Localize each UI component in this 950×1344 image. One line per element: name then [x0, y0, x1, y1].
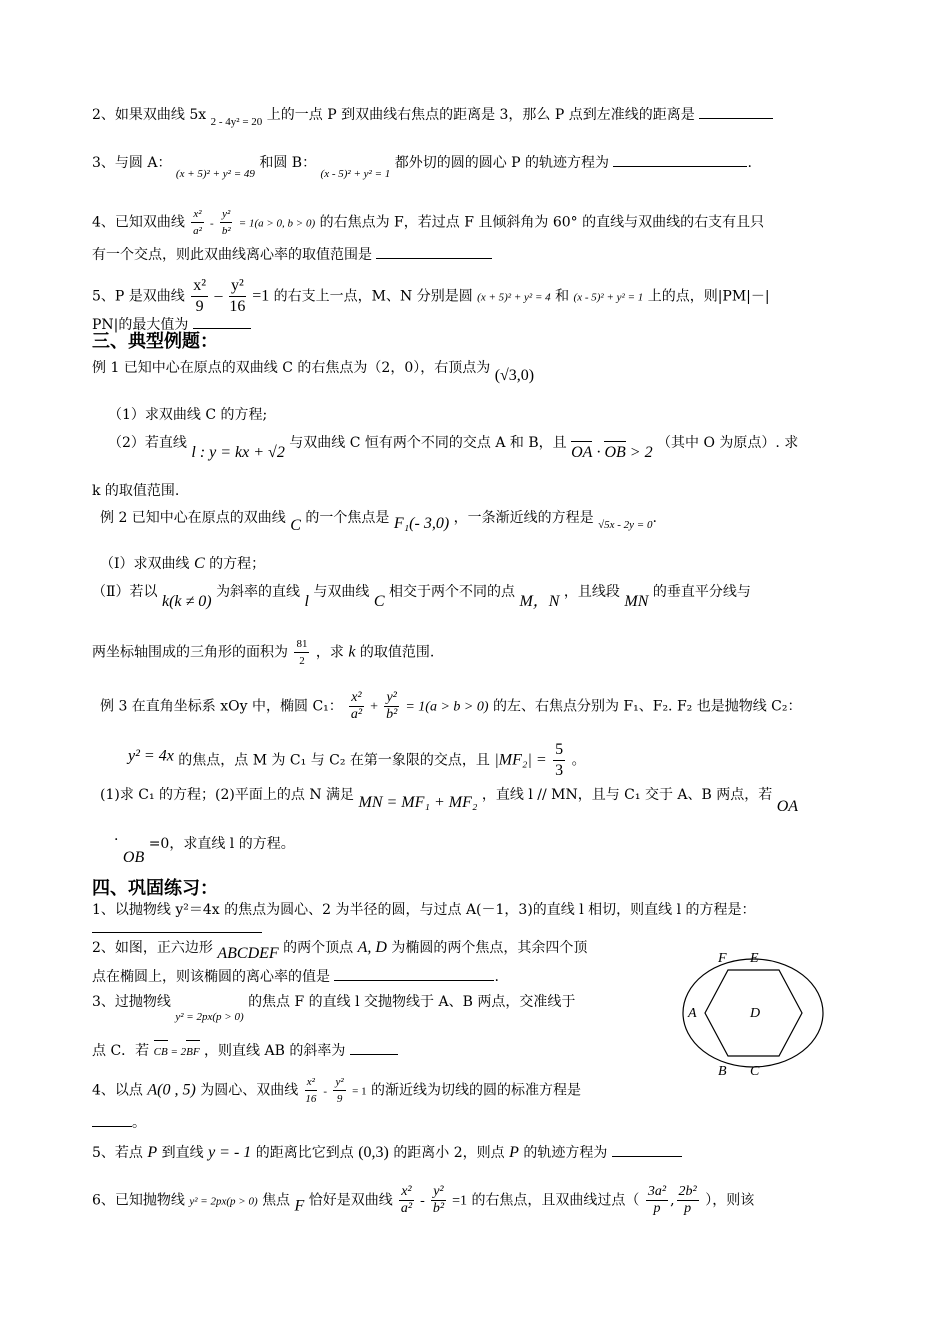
ex1-q2-mid: 与双曲线 C 恒有两个不同的交点 A 和 B，且: [289, 435, 567, 451]
p6-mid1: 焦点: [262, 1192, 291, 1209]
p3-post: 的焦点 F 的直线 l 交抛物线于 A、B 两点，交准线于: [248, 994, 576, 1010]
practice-2-line2: 点在椭圆上，则该椭圆的离心率的值是 .: [92, 966, 499, 987]
ex2-line3: 两坐标轴围成的三角形的面积为 $\frac{81}{2}$ ，求 k 的取值范围.: [92, 638, 435, 667]
q2-text: 2、如果双曲线 5x: [92, 107, 207, 123]
ex1-q2-pre: （2）若直线: [108, 435, 187, 451]
fraction-x2-a2: $\frac{\text{x²}}{\text{a²}}$: [400, 1184, 413, 1216]
ex2-mid: 的一个焦点是: [305, 510, 390, 526]
fraction-3a2-p: $\frac{\text{3a²}}{p}$: [647, 1184, 667, 1216]
q5-circle2: (x - 5)² + y² = 1: [573, 291, 644, 304]
example-3: 例 3 在直角坐标系 xOy 中，椭圆 C₁： $\frac{\text{x²}}{\text{a²}}$ + $\frac{\text{y²}}{\text{b²}}$ = 1(a > b > 0) 的左、右焦点分别为 F₁、F₂. F₂ 也是抛物线 C₂：: [100, 690, 802, 722]
answer-blank[interactable]: [350, 1040, 398, 1055]
ex2-asymptote: √5x - 2y = 0: [598, 519, 653, 531]
ex2-C: C: [193, 555, 205, 572]
label-E: E: [750, 951, 759, 966]
p3-line2-pre: 点 C．若: [92, 1043, 150, 1059]
p5-mid1: 到直线: [161, 1145, 204, 1161]
circle-b-equation: (x - 5)² + y² = 1: [320, 168, 391, 180]
ex2-MN: M，N: [519, 593, 560, 610]
practice-4-line2: [92, 1112, 146, 1133]
p4-mid: 为圆心、双曲线: [200, 1082, 299, 1099]
q4-condition: = 1(a > 0, b > 0): [238, 217, 316, 230]
ellipse-hexagon-figure: [676, 944, 836, 1084]
section-4-title: 四、巩固练习：: [92, 878, 218, 899]
ex2-MN2: MN: [624, 593, 649, 610]
q3-mid: 和圆 B：: [259, 155, 317, 171]
p6-equation: y² = 2px(p > 0): [189, 1195, 258, 1208]
p2-pre: 2、如图，正六边形: [92, 940, 213, 956]
p2-mid: 的两个顶点: [283, 940, 354, 956]
answer-blank[interactable]: [376, 244, 492, 259]
ex1-q1: （1）求双曲线 C 的方程;: [108, 407, 268, 423]
ex3-line3-post: ，直线 l // MN，且与 C₁ 交于 A、B 两点，若: [481, 787, 773, 803]
label-C: C: [750, 1064, 760, 1079]
ex2-C: C: [373, 593, 385, 610]
fraction-y2-16: $\frac{\text{y²}}{16}$: [229, 277, 246, 315]
answer-blank[interactable]: [193, 314, 251, 329]
problem-3: 3、与圆 A： $_{(x + 5)^2 + y^2 = 49}$ 和圆 B： $_{(x - 5)^2 + y^2 = 1}$ 都外切的圆的圆心 P 的轨迹方程为 .: [92, 152, 752, 184]
ex1-q2-line2: k 的取值范围.: [92, 483, 180, 499]
fraction-x2-a2: $\frac{\text{x²}}{\text{a²}}$: [193, 208, 202, 237]
p5-P: P: [147, 1144, 158, 1161]
p4-point: A(0 , 5): [147, 1081, 196, 1099]
q3-post: 都外切的圆的圆心 P 的轨迹方程为: [394, 155, 610, 171]
ex2-II-post: 的垂直平分线与: [652, 584, 751, 600]
answer-blank[interactable]: [699, 104, 773, 119]
problem-2: [92, 104, 773, 132]
ex2-part-I: [100, 554, 265, 574]
ex2-line3-post: 的取值范围.: [359, 644, 435, 661]
ex3-line3: [100, 785, 798, 817]
fraction-81-2: [294, 636, 309, 669]
mf-den: 3: [555, 762, 564, 779]
ex1-vertex: (√3,0): [494, 367, 535, 384]
ex3-line2: [128, 740, 586, 781]
ex1-dot-product: OA · OB > 2: [571, 444, 653, 461]
ex3-line3-pre: (1)求 C₁ 的方程；(2)平面上的点 N 满足: [100, 787, 355, 803]
ex2-focus: F₁(- 3,0): [393, 515, 450, 532]
ex3-OB: OB: [122, 849, 145, 866]
ex3-line4-text: =0，求直线 l 的方程。: [148, 836, 295, 852]
ex3-vector-eq: MN = MF₁ + MF₂: [358, 794, 478, 811]
answer-blank[interactable]: [613, 152, 747, 167]
label-D: D: [750, 1006, 761, 1021]
ex3-line4: · OB =0，求直线 l 的方程。: [114, 832, 295, 866]
problem-5: 5、P 是双曲线 $\frac{\text{x²}}{9}$ – $\frac{\text{y²}}{16}$ =1 的右支上一点，M、N 分别是圆 (x + 5)² + y² = 4 和 (x - 5)² + y² = 1 上的点，则|PM|－|: [92, 277, 770, 315]
fraction-y2-9: $\frac{\text{y²}}{9}$: [335, 1076, 344, 1105]
ex2-pre: 例 2 已知中心在原点的双曲线: [100, 510, 286, 526]
ex1-line-equation: l : y = kx + √2: [191, 444, 285, 461]
example-2: 例 2 已知中心在原点的双曲线 C 的一个焦点是 F₁(- 3,0) ，一条渐近线的方程是 $_{√5x - 2y = 0}$.: [100, 510, 657, 534]
ex2-II-mid3: 相交于两个不同的点: [389, 584, 515, 600]
fraction-x2-a2: $\frac{\text{x²}}{\text{a²}}$: [350, 690, 363, 722]
ex3-parabola: y² = 4x: [128, 747, 174, 765]
ex2-l: l: [304, 593, 309, 610]
p5-mid3: 的距离小 2，则点: [393, 1145, 505, 1161]
ex3-mf: |MF₂| =: [494, 751, 547, 769]
area-den: 2: [299, 655, 305, 667]
practice-3-line2: [92, 1040, 398, 1062]
ex1-line1: 例 1 已知中心在原点的双曲线 C 的右焦点为（2，0），右顶点为: [92, 360, 491, 376]
q5-text: 5、P 是双曲线: [92, 288, 185, 305]
answer-blank[interactable]: [92, 918, 262, 933]
ex3-OA: OA: [776, 798, 799, 815]
q2-post: 上的一点 P 到双曲线右焦点的距离是 3，那么 P 点到左准线的距离是: [266, 107, 695, 123]
fraction-x2-9: $\frac{\text{x²}}{9}$: [193, 277, 207, 315]
p2-line2: 点在椭圆上，则该椭圆的离心率的值是: [92, 969, 330, 985]
p5-pre: 5、若点: [92, 1145, 143, 1161]
ex1-q2: [108, 433, 798, 463]
q4-post: 的右焦点为 F，若过点 F 且倾斜角为 60° 的直线与双曲线的右支有且只: [319, 214, 765, 231]
p3-pre: 3、过抛物线: [92, 994, 171, 1010]
ex2-II-pre: （Ⅱ）若以: [92, 584, 158, 600]
p4-end: 。: [132, 1115, 146, 1131]
p3-vector: CB = 2BF: [154, 1046, 200, 1058]
p6-mid3: 的右焦点，且双曲线过点（: [471, 1192, 640, 1209]
p5-mid2: 的距离比它到点: [255, 1145, 354, 1161]
q4-text: 4、已知双曲线: [92, 214, 185, 231]
ex3-pre: 例 3 在直角坐标系 xOy 中，椭圆 C₁：: [100, 698, 343, 715]
p2-hexagon: ABCDEF: [217, 945, 279, 962]
practice-4: 4、以点 A(0 , 5) 为圆心、双曲线 $\frac{\text{x²}}{16}$ - $\frac{\text{y²}}{9}$ = 1 的渐近线为切线的圆的标准方程是: [92, 1076, 582, 1105]
q5-and: 和: [555, 288, 570, 305]
example-1: [92, 358, 534, 386]
problem-4: 4、已知双曲线 $\frac{\text{x²}}{\text{a²}}$ - $\frac{\text{y²}}{\text{b²}}$ = 1(a > 0, b > 0) 的右焦点为 F，若过点 F 且倾斜角为 60° 的直线与双曲线的右支有且只: [92, 208, 765, 237]
ex2-II-mid1: 为斜率的直线: [216, 584, 301, 600]
area-num: 81: [294, 636, 309, 653]
p2-post: 为椭圆的两个焦点，其余四个顶: [391, 940, 588, 956]
circle-a-equation: (x + 5)² + y² = 49: [175, 168, 255, 180]
ex1-q2-post: （其中 O 为原点）. 求: [657, 435, 799, 451]
p6-post: ），则该: [705, 1192, 755, 1209]
fraction-y2-b2: $\frac{\text{y²}}{\text{b²}}$: [432, 1184, 445, 1216]
practice-1: 1、以抛物线 y²＝4x 的焦点为圆心、2 为半径的圆，与过点 A(－1，3)的直线 l 相切，则直线 l 的方程是：: [92, 902, 756, 918]
p5-line: y = - 1: [208, 1144, 252, 1161]
p3-equation: y² = 2px(p > 0): [175, 1011, 244, 1023]
answer-blank[interactable]: [334, 966, 494, 981]
ex2-II-mid4: ，且线段: [563, 584, 620, 600]
ex2-II-mid2: 与双曲线: [313, 584, 370, 600]
ex2-C: C: [290, 517, 301, 534]
p4-pre: 4、以点: [92, 1082, 143, 1099]
ex2-I-pre: （Ⅰ）求双曲线: [100, 556, 190, 572]
mf-num: 5: [553, 740, 565, 761]
ex3-condition: = 1(a > b > 0): [405, 699, 489, 715]
answer-blank[interactable]: [92, 1112, 132, 1127]
problem-4-line2: [92, 244, 492, 265]
p4-post: 的渐近线为切线的圆的标准方程是: [371, 1082, 582, 1099]
p2-AD: A, D: [357, 939, 387, 956]
p6-pre: 6、已知抛物线: [92, 1192, 185, 1209]
answer-blank[interactable]: [612, 1142, 682, 1157]
fraction-y2-b2: $\frac{\text{y²}}{\text{b²}}$: [221, 208, 231, 237]
label-A: A: [688, 1006, 697, 1021]
ex3-line2-text: 的焦点，点 M 为 C₁ 与 C₂ 在第一象限的交点，且: [178, 752, 490, 769]
section-3-title: 三、典型例题：: [92, 331, 218, 352]
ex2-line3-mid: ，求: [315, 644, 344, 661]
practice-6: 6、已知抛物线 y² = 2px(p > 0) 焦点 F 恰好是双曲线 $\frac{\text{x²}}{\text{a²}}$ - $\frac{\text{y²}}{\text{b²}}$ =1 的右焦点，且双曲线过点（ $\frac{\text{3a²}}{p}$ , $\frac{\text{2b²}}{p}$ ），则该: [92, 1184, 755, 1216]
q4-line2: 有一个交点，则此双曲线离心率的取值范围是: [92, 247, 372, 263]
p5-point: (0,3): [358, 1144, 389, 1161]
q5-line2: PN|的最大值为: [92, 317, 189, 333]
q5-post: 上的点，则|PM|－|: [647, 288, 770, 305]
label-B: B: [718, 1064, 727, 1079]
ex2-part-II: [92, 582, 751, 612]
fraction-5-3: [553, 740, 565, 781]
fraction-2b2-p: $\frac{\text{2b²}}{p}$: [678, 1184, 697, 1216]
ex2-mid2: ，一条渐近线的方程是: [453, 510, 594, 526]
ex2-I-post: 的方程；: [209, 556, 266, 572]
p3-line2-post: ，则直线 AB 的斜率为: [204, 1043, 346, 1059]
practice-3: [92, 992, 575, 1027]
q3-text: 3、与圆 A：: [92, 155, 172, 171]
fraction-y2-b2: $\frac{\text{y²}}{\text{b²}}$: [386, 690, 398, 722]
ex2-line3-pre: 两坐标轴围成的三角形的面积为: [92, 644, 288, 661]
q2-equation: 2 - 4y² = 20: [210, 116, 263, 128]
p5-P: P: [509, 1144, 519, 1161]
p6-mid2: 恰好是双曲线: [308, 1192, 393, 1209]
ex2-k: k(k ≠ 0): [161, 593, 212, 610]
practice-1-blank-line: [92, 918, 262, 939]
q5-circle1: (x + 5)² + y² = 4: [477, 291, 551, 304]
ex3-post: 的左、右焦点分别为 F₁、F₂. F₂ 也是抛物线 C₂：: [492, 698, 802, 715]
q5-mid1: 的右支上一点，M、N 分别是圆: [273, 288, 473, 305]
ex3-end: 。: [571, 752, 586, 769]
fraction-x2-16: $\frac{\text{x²}}{16}$: [305, 1076, 317, 1105]
p6-F: F: [294, 1197, 305, 1215]
label-F: F: [718, 951, 727, 966]
practice-5: [92, 1142, 682, 1163]
practice-2: [92, 938, 587, 964]
p5-post: 的轨迹方程为: [523, 1145, 608, 1161]
